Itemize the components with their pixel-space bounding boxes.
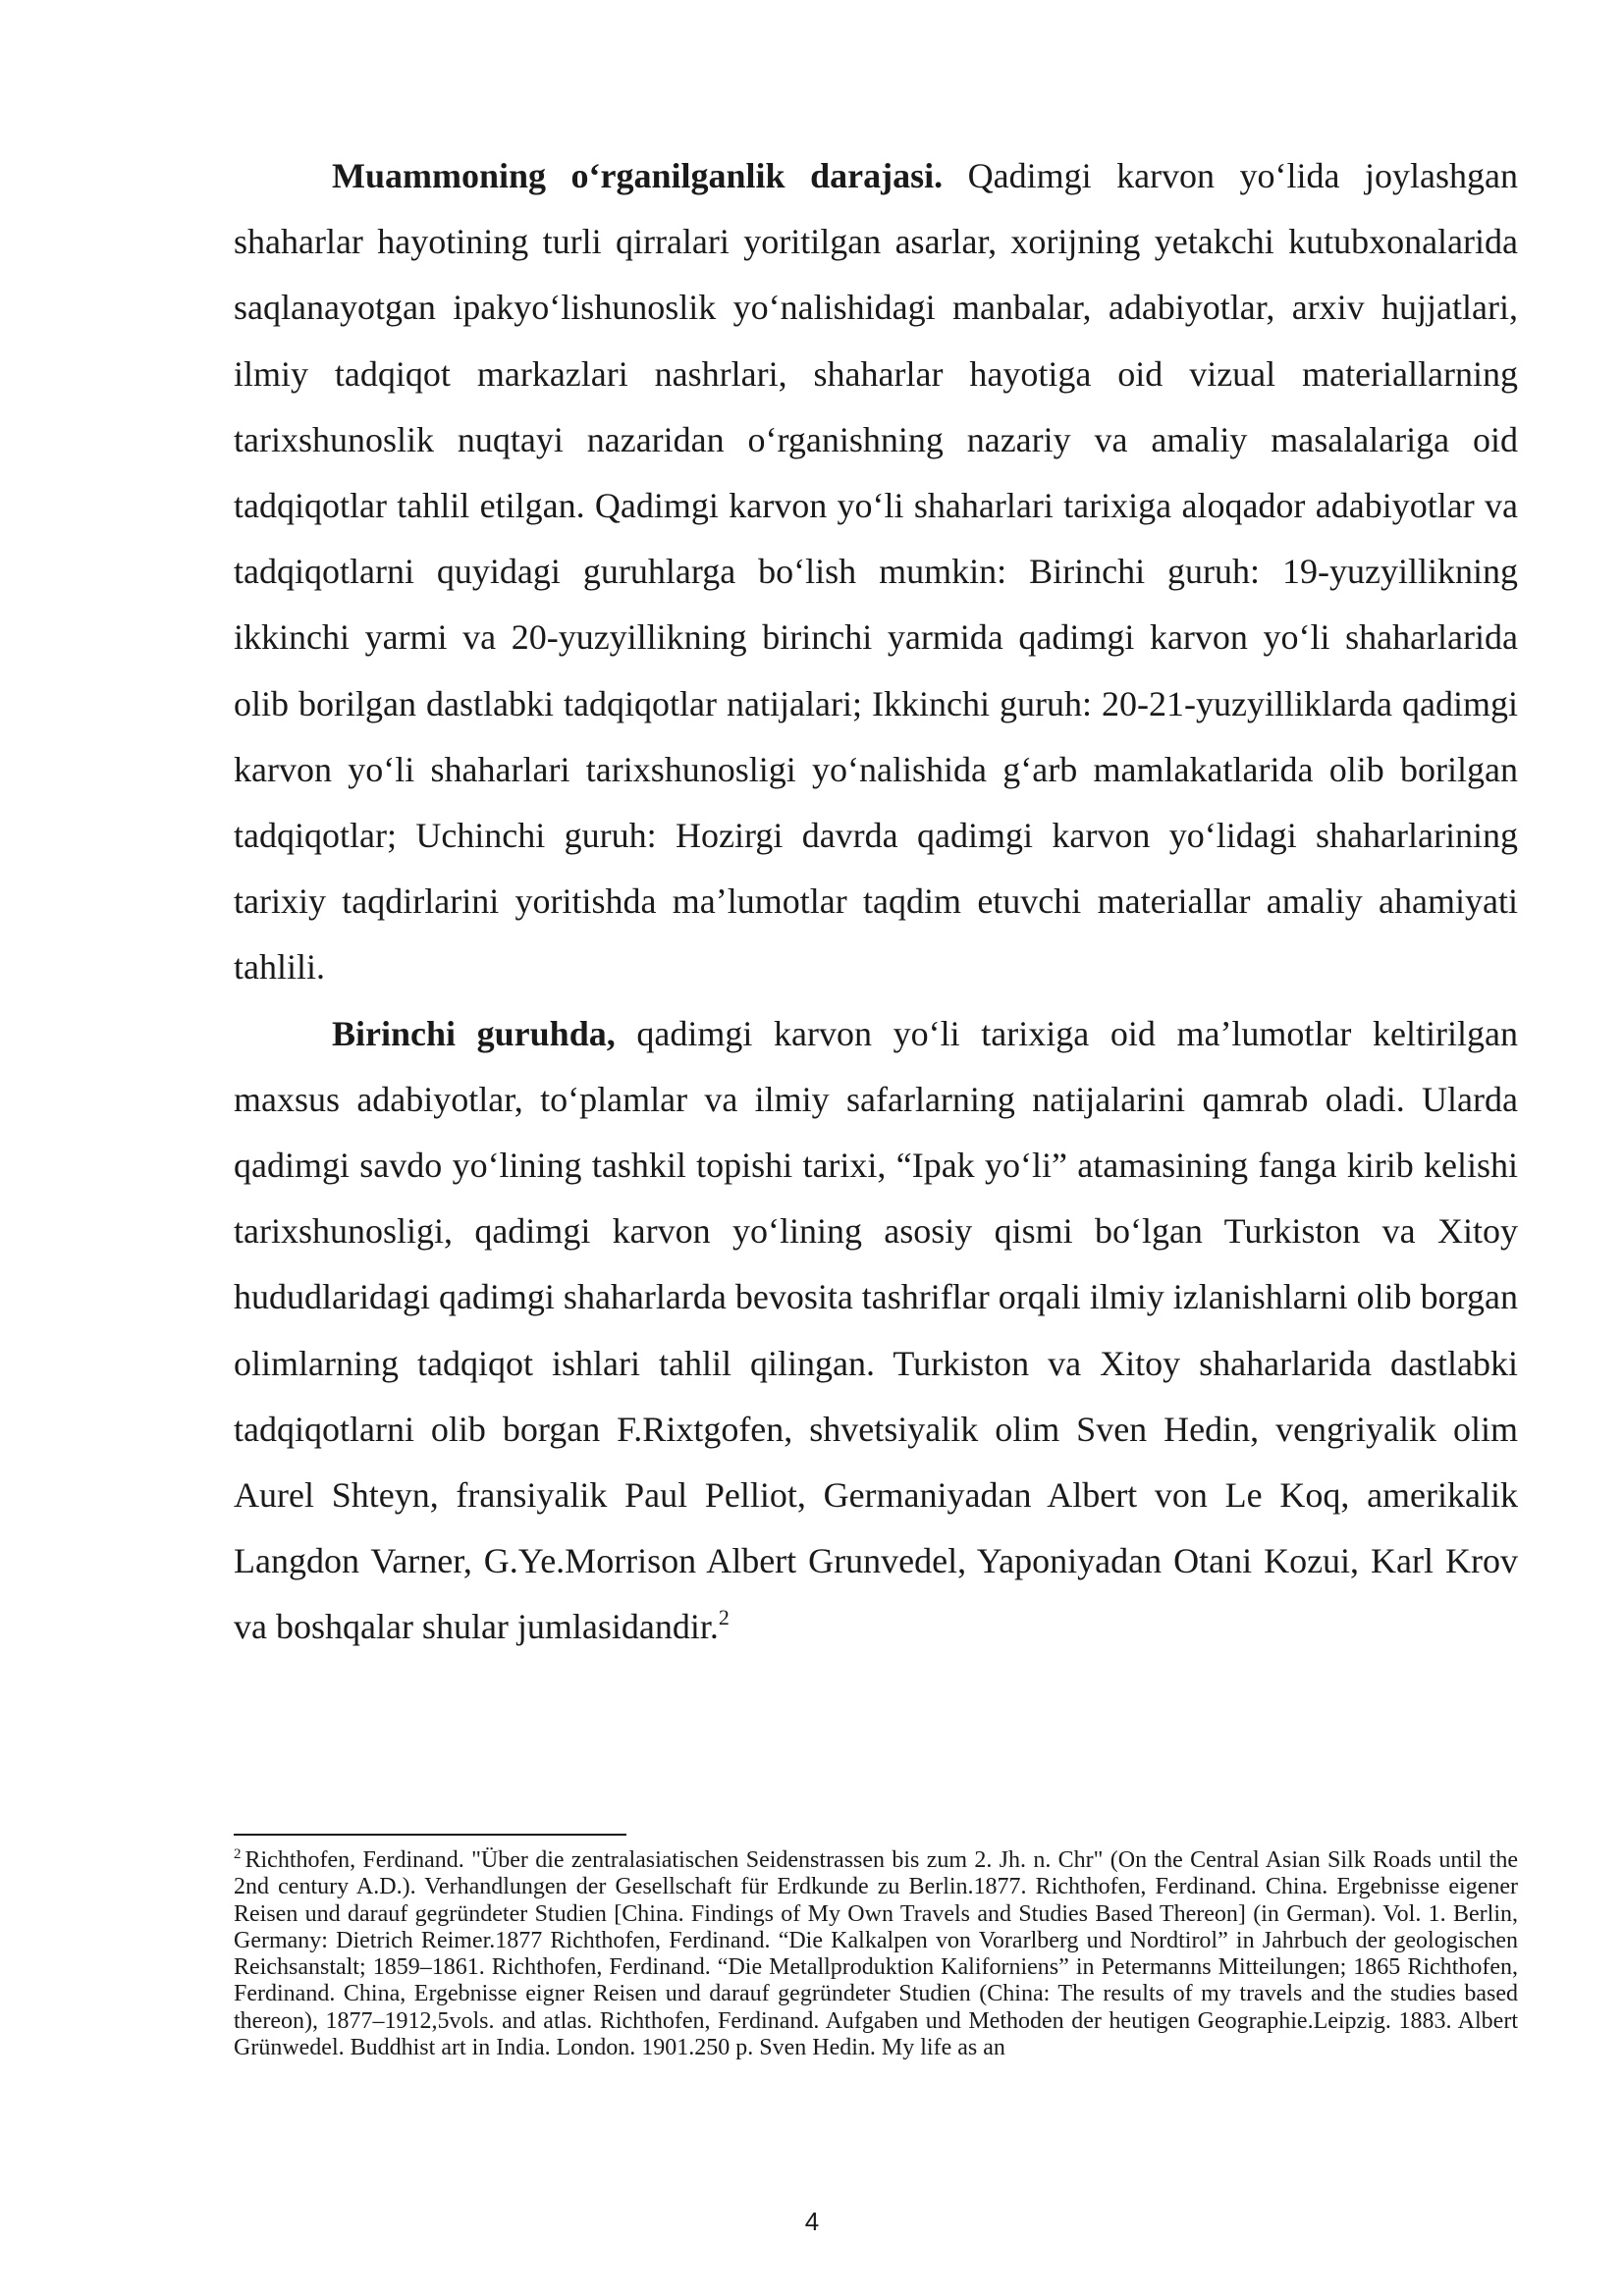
footnote-marker: 2 [234, 1846, 242, 1862]
paragraph-lead-bold: Birinchi guruhda, [332, 1013, 616, 1053]
page-number: 4 [804, 2207, 820, 2236]
paragraph-first-group [234, 1001, 1518, 1661]
paragraph-degree-of-study [234, 143, 1518, 1001]
paragraph-text: qadimgi karvon yoʻli tarixiga oid maʼlumotlar keltirilgan maxsus adabiyotlar, toʻplamlar va ilmiy safarlarning natijalarini qamrab oladi. Ularda qadimgi savdo yoʻlining tashkil topishi tarixi, “Ipak yoʻli” atamasining fanga kirib kelishi tarixshunosligi, qadimgi karvon yoʻlining asosiy qismi boʻlgan Turkiston va Xitoy hududlaridagi qadimgi shaharlarda bevosita tashriflar orqali ilmiy izlanishlarni olib borgan olimlarning tadqiqot ishlari tahlil qilingan. Turkiston va Xitoy shaharlarida dastlabki tadqiqotlarni olib borgan F.Rixtgofen, shvetsiyalik olim Sven Hedin, vengriyalik olim Aurel Shteyn, fransiyalik Paul Pelliot, Germaniyadan Albert von Le Koq, amerikalik Langdon Varner, G.Ye.Morrison Albert Grunvedel, Yaponiyadan Otani Kozui, Karl Krov va boshqalar shular jumlasidandir. [234, 1013, 1518, 1647]
paragraph-text: Qadimgi karvon yoʻlida joylashgan shaharlar hayotining turli qirralari yoritilgan asarlar, xorijning yetakchi kutubxonalarida saqlanayotgan ipakyoʻlishunoslik yoʻnalishidagi manbalar, adabiyotlar, arxiv hujjatlari, ilmiy tadqiqot markazlari nashrlari, shaharlar hayotiga oid vizual materiallarning tarixshunoslik nuqtayi nazaridan oʻrganishning nazariy va amaliy masalalariga oid tadqiqotlar tahlil etilgan. Qadimgi karvon yoʻli shaharlari tarixiga aloqador adabiyotlar va tadqiqotlarni quyidagi guruhlarga boʻlish mumkin: Birinchi guruh: 19-yuzyillikning ikkinchi yarmi va 20-yuzyillikning birinchi yarmida qadimgi karvon yoʻli shaharlarida olib borilgan dastlabki tadqiqotlar natijalari; Ikkinchi guruh: 20-21-yuzyilliklarda qadimgi karvon yoʻli shaharlari tarixshunosligi yoʻnalishida gʻarb mamlakatlarida olib borilgan tadqiqotlar; Uchinchi guruh: Hozirgi davrda qadimgi karvon yoʻlidagi shaharlarining tarixiy taqdirlarini yoritishda maʼlumotlar taqdim etuvchi materiallar amaliy ahamiyati tahlili. [234, 156, 1518, 988]
page-body [234, 143, 1518, 1661]
footnote [234, 1847, 1518, 2061]
footnote-reference: 2 [718, 1605, 730, 1630]
footnote-separator [234, 1834, 626, 1836]
paragraph-lead-bold: Muammoning oʻrganilganlik darajasi. [332, 156, 944, 195]
footnote-text: Richthofen, Ferdinand. "Über die zentralasiatischen Seidenstrassen bis zum 2. Jh. n. Chr" (On the Central Asian Silk Roads until the 2nd century A.D.). Verhandlungen der Gesellschaft für Erdkunde zu Berlin.1877. Richthofen, Ferdinand. China. Ergebnisse eigener Reisen und darauf gegründeter Studien [China. Findings of My Own Travels and Studies Based Thereon] (in German). Vol. 1. Berlin, Germany: Dietrich Reimer.1877 Richthofen, Ferdinand. “Die Kalkalpen von Vorarlberg und Nordtirol” in Jahrbuch der geologischen Reichsanstalt; 1859–1861. Richthofen, Ferdinand. “Die Metallproduktion Kaliforniens” in Petermanns Mitteilungen; 1865 Richthofen, Ferdinand. China, Ergebnisse eigner Reisen und darauf gegründeter Studien (China: The results of my travels and the studies based thereon), 1877–1912,5vols. and atlas. Richthofen, Ferdinand. Aufgaben und Methoden der heutigen Geographie.Leipzig. 1883. Albert Grünwedel. Buddhist art in India. London. 1901.250 p. Sven Hedin. My life as an [234, 1847, 1518, 2061]
